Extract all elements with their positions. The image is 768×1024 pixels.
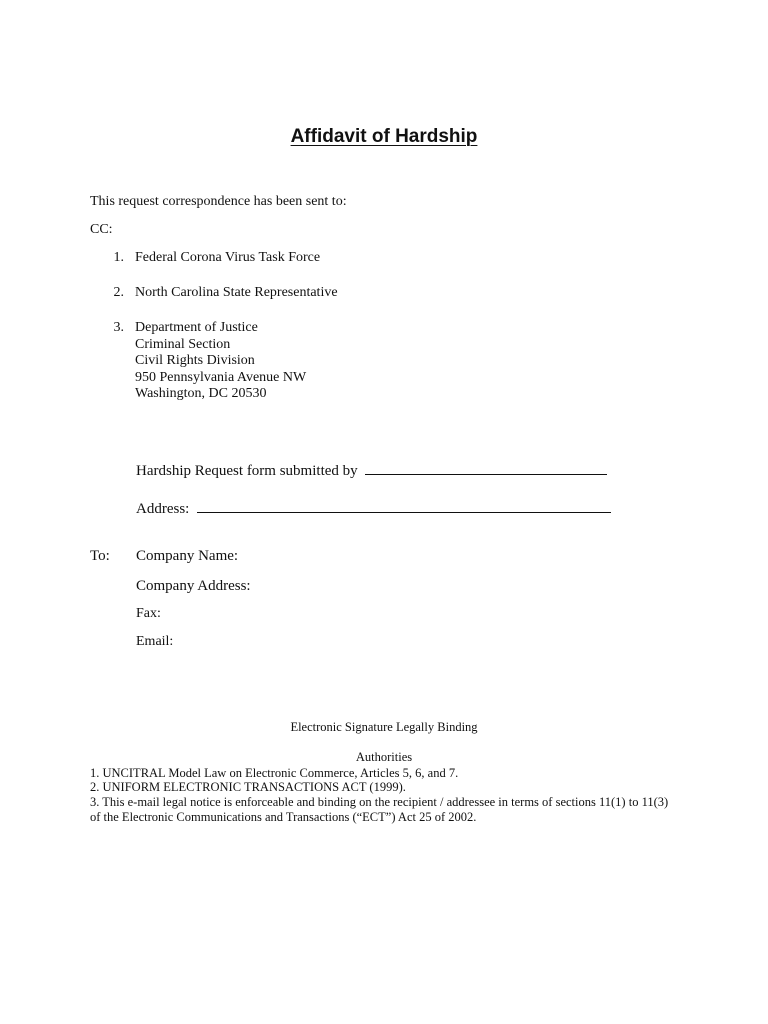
recipient-line: North Carolina State Representative <box>135 285 338 300</box>
to-label: To: <box>90 548 110 564</box>
cc-label: CC: <box>90 222 113 237</box>
recipient-line: 950 Pennsylvania Avenue NW <box>135 370 307 385</box>
submitted-by-field <box>136 461 607 480</box>
authorities-heading: Authorities <box>355 750 413 764</box>
recipient-line: Civil Rights Division <box>135 353 255 368</box>
authority-item: of the Electronic Communications and Transactions (“ECT”) Act 25 of 2002. <box>90 810 477 824</box>
recipient-number: 3. <box>113 320 124 335</box>
authority-item: 1. UNCITRAL Model Law on Electronic Commerce, Articles 5, 6, and 7. <box>90 766 459 780</box>
email-label: Email: <box>136 634 174 649</box>
address-label: Address: <box>136 501 190 517</box>
recipient-line: Federal Corona Virus Task Force <box>135 250 321 265</box>
company-address-label: Company Address: <box>136 578 251 594</box>
recipient-number: 2. <box>113 285 124 300</box>
recipient-line: Criminal Section <box>135 337 231 352</box>
company-name-label: Company Name: <box>136 548 239 564</box>
fax-label: Fax: <box>136 606 161 621</box>
recipient-line: Department of Justice <box>135 320 258 335</box>
recipient-number: 1. <box>113 250 124 265</box>
document-title: Affidavit of Hardship <box>290 126 478 147</box>
signature-heading: Electronic Signature Legally Binding <box>290 720 478 734</box>
authority-item: 2. UNIFORM ELECTRONIC TRANSACTIONS ACT (1999). <box>90 780 406 794</box>
submitted-by-blank <box>365 461 607 475</box>
authority-item: 3. This e-mail legal notice is enforceable and binding on the recipient / addressee in terms of sections 11(1) to 11(3) <box>90 795 669 809</box>
intro-text: This request correspondence has been sent to: <box>90 194 347 209</box>
address-field <box>136 499 611 518</box>
address-blank <box>197 499 611 513</box>
recipient-line: Washington, DC 20530 <box>135 386 267 401</box>
submitted-by-label: Hardship Request form submitted by <box>136 463 358 479</box>
